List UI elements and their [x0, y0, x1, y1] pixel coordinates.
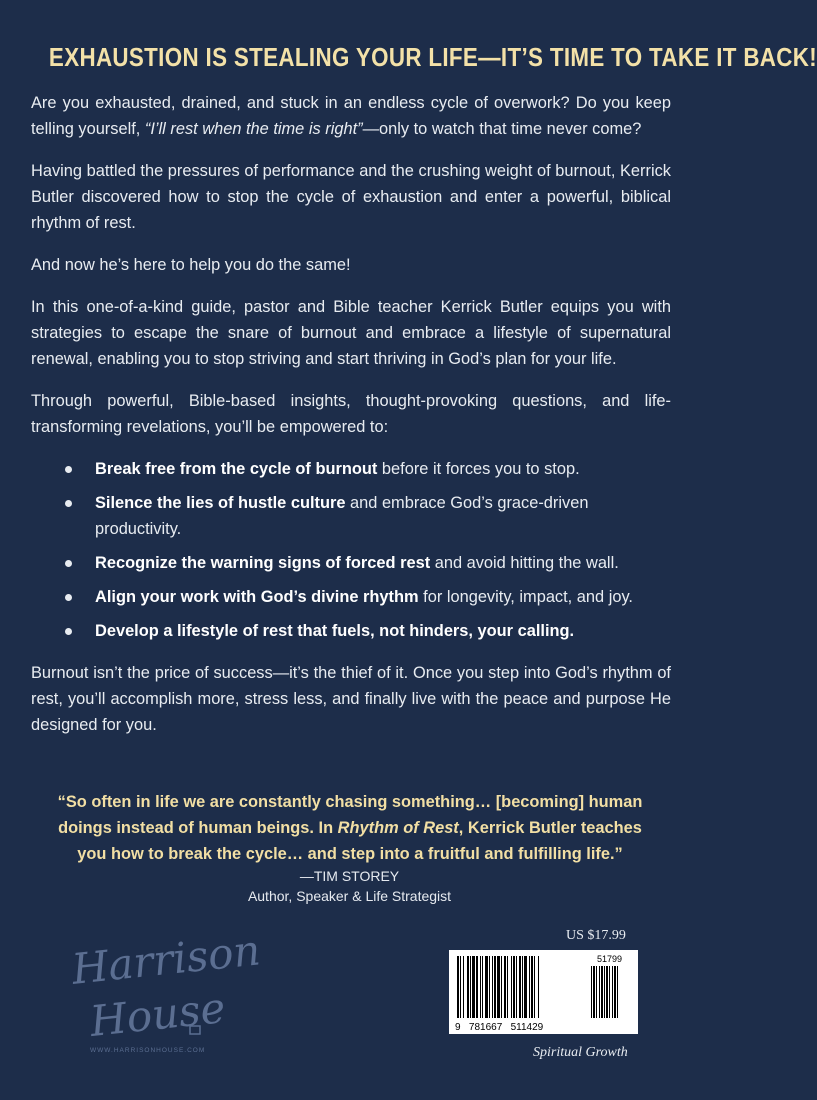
logo-line-1: Harrison — [69, 925, 263, 994]
headline: EXHAUSTION IS STEALING YOUR LIFE—IT’S TIME TO TAKE IT BACK! — [48, 42, 817, 72]
paragraph-1-text-end: —only to watch that time never come? — [362, 120, 642, 138]
barcode-bar — [497, 956, 500, 1018]
barcode-bar — [516, 956, 517, 1018]
paragraph-5: Through powerful, Bible-based insights, thought-provoking questions, and life-transforming revelations, you’ll be empowered to: — [31, 392, 671, 436]
endorsement-quote — [50, 789, 650, 867]
barcode-bar — [489, 956, 490, 1018]
barcode-bar — [513, 956, 515, 1018]
list-item-text: for longevity, impact, and joy. — [418, 588, 633, 606]
barcode-addon-bar — [606, 966, 608, 1018]
barcode-bar — [492, 956, 493, 1018]
bullet-icon — [65, 560, 72, 567]
benefit-list — [31, 456, 671, 644]
barcode-addon-bar — [596, 966, 597, 1018]
bullet-icon — [65, 594, 72, 601]
category: Spiritual Growth — [533, 1045, 628, 1060]
list-item-bold: Align your work with God’s divine rhythm — [95, 588, 419, 606]
quote-text: “So often in life we are constantly chasing something… [becoming] human doings instead of human beings. In — [57, 793, 643, 837]
list-item-bold: Silence the lies of hustle culture — [95, 494, 346, 512]
barcode-addon-bar — [617, 966, 618, 1018]
list-item — [31, 456, 671, 482]
publisher-url: WWW.HARRISONHOUSE.COM — [90, 1047, 206, 1054]
barcode-addon-bar — [601, 966, 603, 1018]
barcode-addon-bar — [604, 966, 605, 1018]
paragraph-3: And now he’s here to help you do the same! — [31, 256, 351, 274]
endorsement-attribution — [0, 866, 699, 906]
list-item — [31, 618, 671, 644]
barcode-bar — [472, 956, 475, 1018]
paragraph-6: Burnout isn’t the price of success—it’s the thief of it. Once you step into God’s rhythm of rest, you’ll accomplish more, stress less, and finally live with the peace and purpose He designed for you. — [31, 664, 671, 734]
barcode-bars — [449, 950, 638, 1034]
bullet-icon — [65, 628, 72, 635]
paragraph-1-text: Are you exhausted, drained, and stuck in an endless cycle of overwork? Do you keep telling yourself, — [31, 94, 671, 138]
price: US $17.99 — [566, 928, 626, 943]
barcode-bar — [463, 956, 464, 1018]
barcode-bar — [531, 956, 533, 1018]
barcode-bar — [511, 956, 512, 1018]
list-item-text: and embrace God’s grace-driven productivity. — [95, 494, 589, 538]
endorser-name: —TIM STOREY — [299, 868, 400, 884]
list-item-bold: Recognize the warning signs of forced rest — [95, 554, 431, 572]
paragraph-1 — [31, 90, 671, 142]
paragraph-1-emphasis: “I’ll rest when the time is right” — [144, 120, 363, 138]
barcode-isbn: 9 781667 511429 — [455, 1022, 544, 1033]
barcode-bar — [470, 956, 471, 1018]
barcode-bar — [524, 956, 527, 1018]
barcode-bar — [538, 956, 539, 1018]
barcode-bar — [457, 956, 459, 1018]
barcode-bar — [494, 956, 496, 1018]
barcode-bar — [529, 956, 530, 1018]
barcode-bar — [460, 956, 461, 1018]
barcode-addon-bar — [612, 966, 613, 1018]
bullet-icon — [65, 500, 72, 507]
barcode-bar — [476, 956, 478, 1018]
bullet-icon — [65, 466, 72, 473]
barcode-addon-bar — [614, 966, 616, 1018]
paragraph-2: Having battled the pressures of performance and the crushing weight of burnout, Kerrick Butler discovered how to stop the cycle of exhaustion and enter a powerful, biblical rhythm of rest. — [31, 162, 671, 232]
barcode-bar — [522, 956, 523, 1018]
list-item — [31, 490, 671, 542]
barcode-bar — [467, 956, 469, 1018]
barcode-bar — [534, 956, 535, 1018]
barcode-bar — [485, 956, 488, 1018]
barcode — [449, 950, 638, 1034]
barcode-bar — [504, 956, 506, 1018]
barcode-addon: 51799 — [597, 954, 623, 964]
barcode-addon-bar — [599, 966, 600, 1018]
list-item-bold: Develop a lifestyle of rest that fuels, not hinders, your calling. — [95, 622, 575, 640]
list-item-text: and avoid hitting the wall. — [430, 554, 619, 572]
barcode-bar — [507, 956, 508, 1018]
barcode-bar — [519, 956, 521, 1018]
barcode-bar — [480, 956, 481, 1018]
barcode-addon-bar — [609, 966, 610, 1018]
endorser-role: Author, Speaker & Life Strategist — [247, 888, 452, 904]
barcode-bar — [482, 956, 483, 1018]
barcode-addon-bar — [591, 966, 592, 1018]
paragraph-4: In this one-of-a-kind guide, pastor and Bible teacher Kerrick Butler equips you with strategies to escape the snare of burnout and embrace a lifestyle of supernatural renewal, enabling you to stop striving and start thriving in God’s plan for your life. — [31, 298, 671, 368]
list-item — [31, 550, 671, 576]
list-item-bold: Break free from the cycle of burnout — [95, 460, 378, 478]
list-item — [31, 584, 671, 610]
barcode-bar — [501, 956, 502, 1018]
description — [31, 90, 671, 754]
quote-text-end: , Kerrick Butler teaches you how to break the cycle… and step into a fruitful and fulfilling life.” — [77, 819, 642, 863]
list-item-text: before it forces you to stop. — [377, 460, 580, 478]
quote-book-title: Rhythm of Rest — [337, 819, 459, 837]
publisher-logo — [68, 925, 263, 1056]
barcode-addon-bar — [593, 966, 595, 1018]
logo-line-2: House — [87, 983, 228, 1046]
